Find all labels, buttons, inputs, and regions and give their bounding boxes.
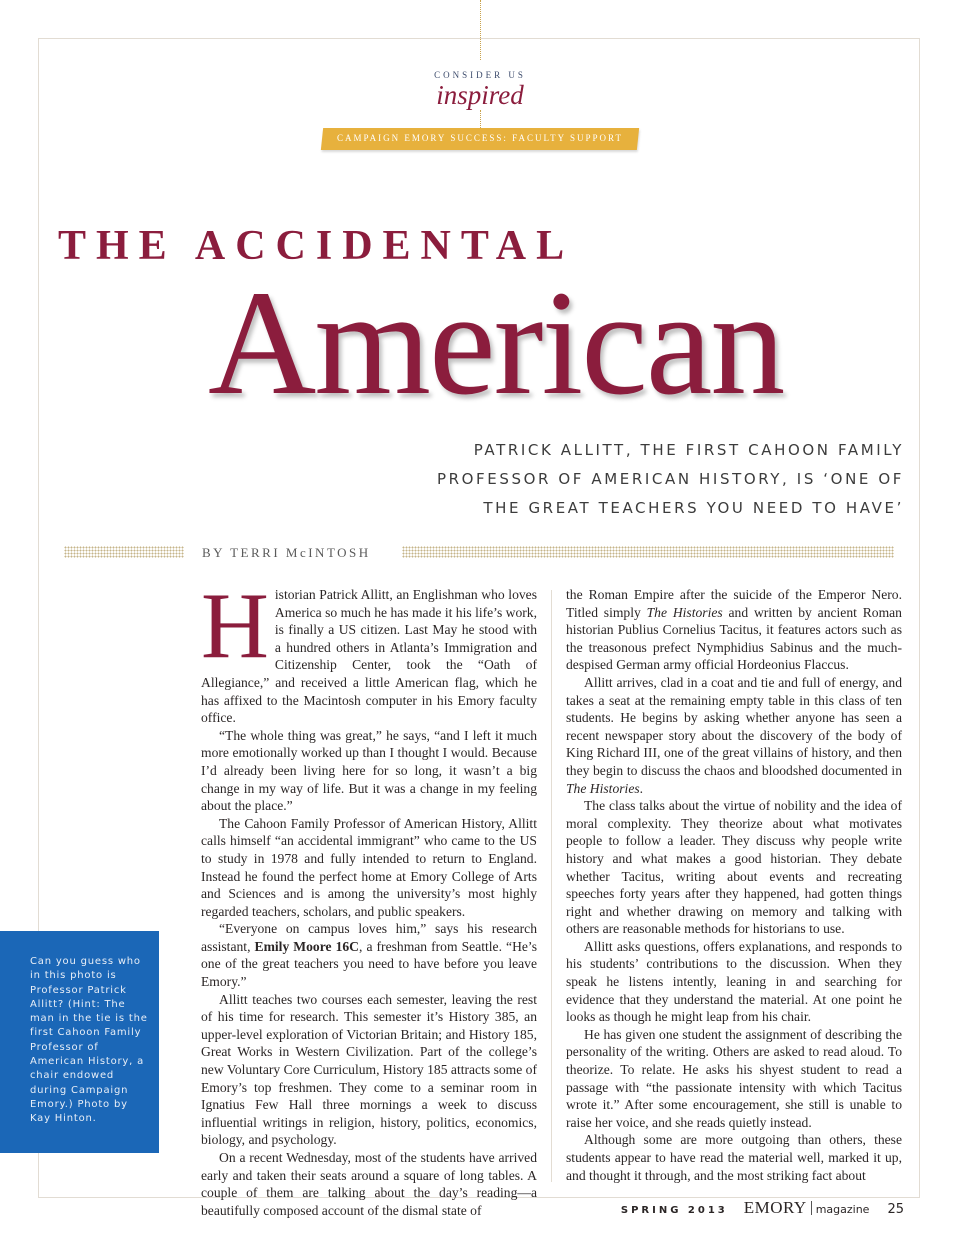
article-dek: PATRICK ALLITT, THE FIRST CAHOON FAMILY PROFESSOR OF AMERICAN HISTORY, IS ‘ONE OF THE GREAT TEACHERS YOU NEED TO HAVE’ — [436, 441, 904, 517]
magazine-label: magazine — [815, 1203, 870, 1216]
article-column-left — [201, 574, 537, 1219]
book-title: The Histories — [646, 604, 723, 620]
paragraph: “The whole thing was great,” he says, “and I left it much more emotionally worked up than I thought I would. Because I’d already been living here for so long, it wasn’t a big change in my way of life. But it was a change in my feeling about the place.” — [201, 727, 537, 814]
byline: BY TERRI McINTOSH — [202, 545, 371, 560]
header-dotted-rule-lower — [480, 110, 481, 130]
paragraph-text: and written by ancient Roman historian Publius Cornelius Tacitus, it features actors such as the treasonous prefect Nymphidius Sabinus and the much-despised German army official Hordeonius Flaccus. — [566, 604, 902, 673]
paragraph-text: “Everyone on campus loves him,” says his research assistant, — [201, 921, 537, 954]
section-kicker-script: inspired — [436, 80, 524, 110]
article-column-right — [566, 586, 902, 1184]
paragraph: Allitt asks questions, offers explanations, and responds to his students’ contributions to the discussion. When they speak he listens intently, leaning in and searching for evidence that they understand the material. At one point he looks as though he might leap from his chair. — [566, 938, 902, 1025]
byline-dots-left — [64, 546, 184, 558]
book-title: The Histories — [566, 780, 640, 796]
paragraph: Allitt teaches two courses each semester, leaving the rest of his time for research. This semester it’s History 385, an upper-level exploration of Victorian Britain; and History 185, Great Works in Western Civilization. Part of the college’s new Voluntary Core Curriculum, History 185 attracts some of Emory’s top freshmen. They come to a seminar room in Ignatius Few Hall three mornings a week to discuss influential writings in religion, history, politics, economics, biology, and psychology. — [201, 991, 537, 1148]
section-kicker: CONSIDER US — [434, 70, 526, 80]
paragraph — [566, 586, 902, 674]
person-name: Emily Moore 16C — [254, 938, 359, 954]
issue-season: SPRING 2013 — [620, 1205, 728, 1216]
paragraph-text: , a freshman from Seattle. “He’s one of the great teachers you need to have before you leave Emory.” — [201, 938, 537, 990]
page-number: 25 — [887, 1202, 904, 1217]
paragraph: The Cahoon Family Professor of American History, Allitt calls himself “an accidental immigrant” who came to the US to study in 1978 and fully intended to return to England. Instead he found the perfect home at Emory College of Arts and Sciences and is among the university’s most highly regarded teachers, scholars, and public speakers. — [201, 815, 537, 919]
paragraph: He has given one student the assignment of describing the personality of the writing. Others are asked to read aloud. To theorize. To relate. He asks his shyest student to read a passage with “the passionate intensity with which Tacitus wrote it.” After some encouragement, she still is unable to raise her voice, and she reads quietly instead. — [566, 1026, 902, 1130]
paragraph-text: the Roman Empire after the suicide of the Emperor Nero. Titled simply — [566, 587, 902, 620]
drop-cap: H — [201, 574, 269, 678]
column-divider — [551, 590, 552, 1182]
header-dotted-rule — [480, 0, 481, 60]
paragraph — [201, 920, 537, 990]
headline-main: American — [208, 260, 784, 426]
campaign-ribbon-label: CAMPAIGN EMORY SUCCESS: FACULTY SUPPORT — [336, 133, 624, 143]
paragraph — [566, 674, 902, 797]
headline-top: THE ACCIDENTAL — [58, 223, 575, 269]
paragraph: On a recent Wednesday, most of the students have arrived early and taken their seats around a square of long tables. A couple of them are talking about the day’s reading—a beautifully composed account of the dismal state of — [201, 1150, 537, 1218]
paragraph: The class talks about the virtue of nobility and the idea of moral complexity. They theorize about what motivates people to follow a leader. They discuss why people write history and what makes a good historian. They debate whether Tacitus, writing about events and recreating speeches forty years after they happened, had gotten things right and whether drawing on memory and talking with others are reasonable methods for historians to use. — [566, 798, 902, 937]
page-footer — [621, 1198, 904, 1218]
footer-separator — [811, 1201, 812, 1215]
photo-caption: Can you guess who in this photo is Professor Patrick Allitt? (Hint: The man in the tie is the first Cahoon Family Professor of American History, a chair endowed during Campaign Emory.) Photo by Kay Hinton. — [30, 956, 148, 1125]
paragraph — [201, 574, 537, 727]
byline-dots-right — [402, 546, 894, 558]
brand-logo: EMORY — [743, 1198, 807, 1217]
paragraph-text: . — [639, 780, 644, 796]
paragraph: Although some are more outgoing than others, these students appear to have read the material well, marked it up, and thought it through, and the most striking fact about — [566, 1132, 902, 1183]
paragraph-text: Allitt arrives, clad in a coat and tie and full of energy, and takes a seat at the remaining empty table in this class of ten students. He begins by asking whether anyone has seen a recent newspaper story about the discovery of the body of King Richard III, one of the great villains of history, and then they begin to discuss the chaos and bloodshed documented in — [566, 674, 902, 778]
paragraph-text: istorian Patrick Allitt, an Englishman who loves America so much he has made it his life’s work, is finally a US citizen. Last May he stood with a hundred others in Atlanta’s Immigration and Citizenship Center, took the “Oath of Allegiance,” and received a little American flag, which he has affixed to the Macintosh computer in his Emory faculty office. — [201, 587, 537, 726]
photo-caption-box — [0, 931, 159, 1153]
